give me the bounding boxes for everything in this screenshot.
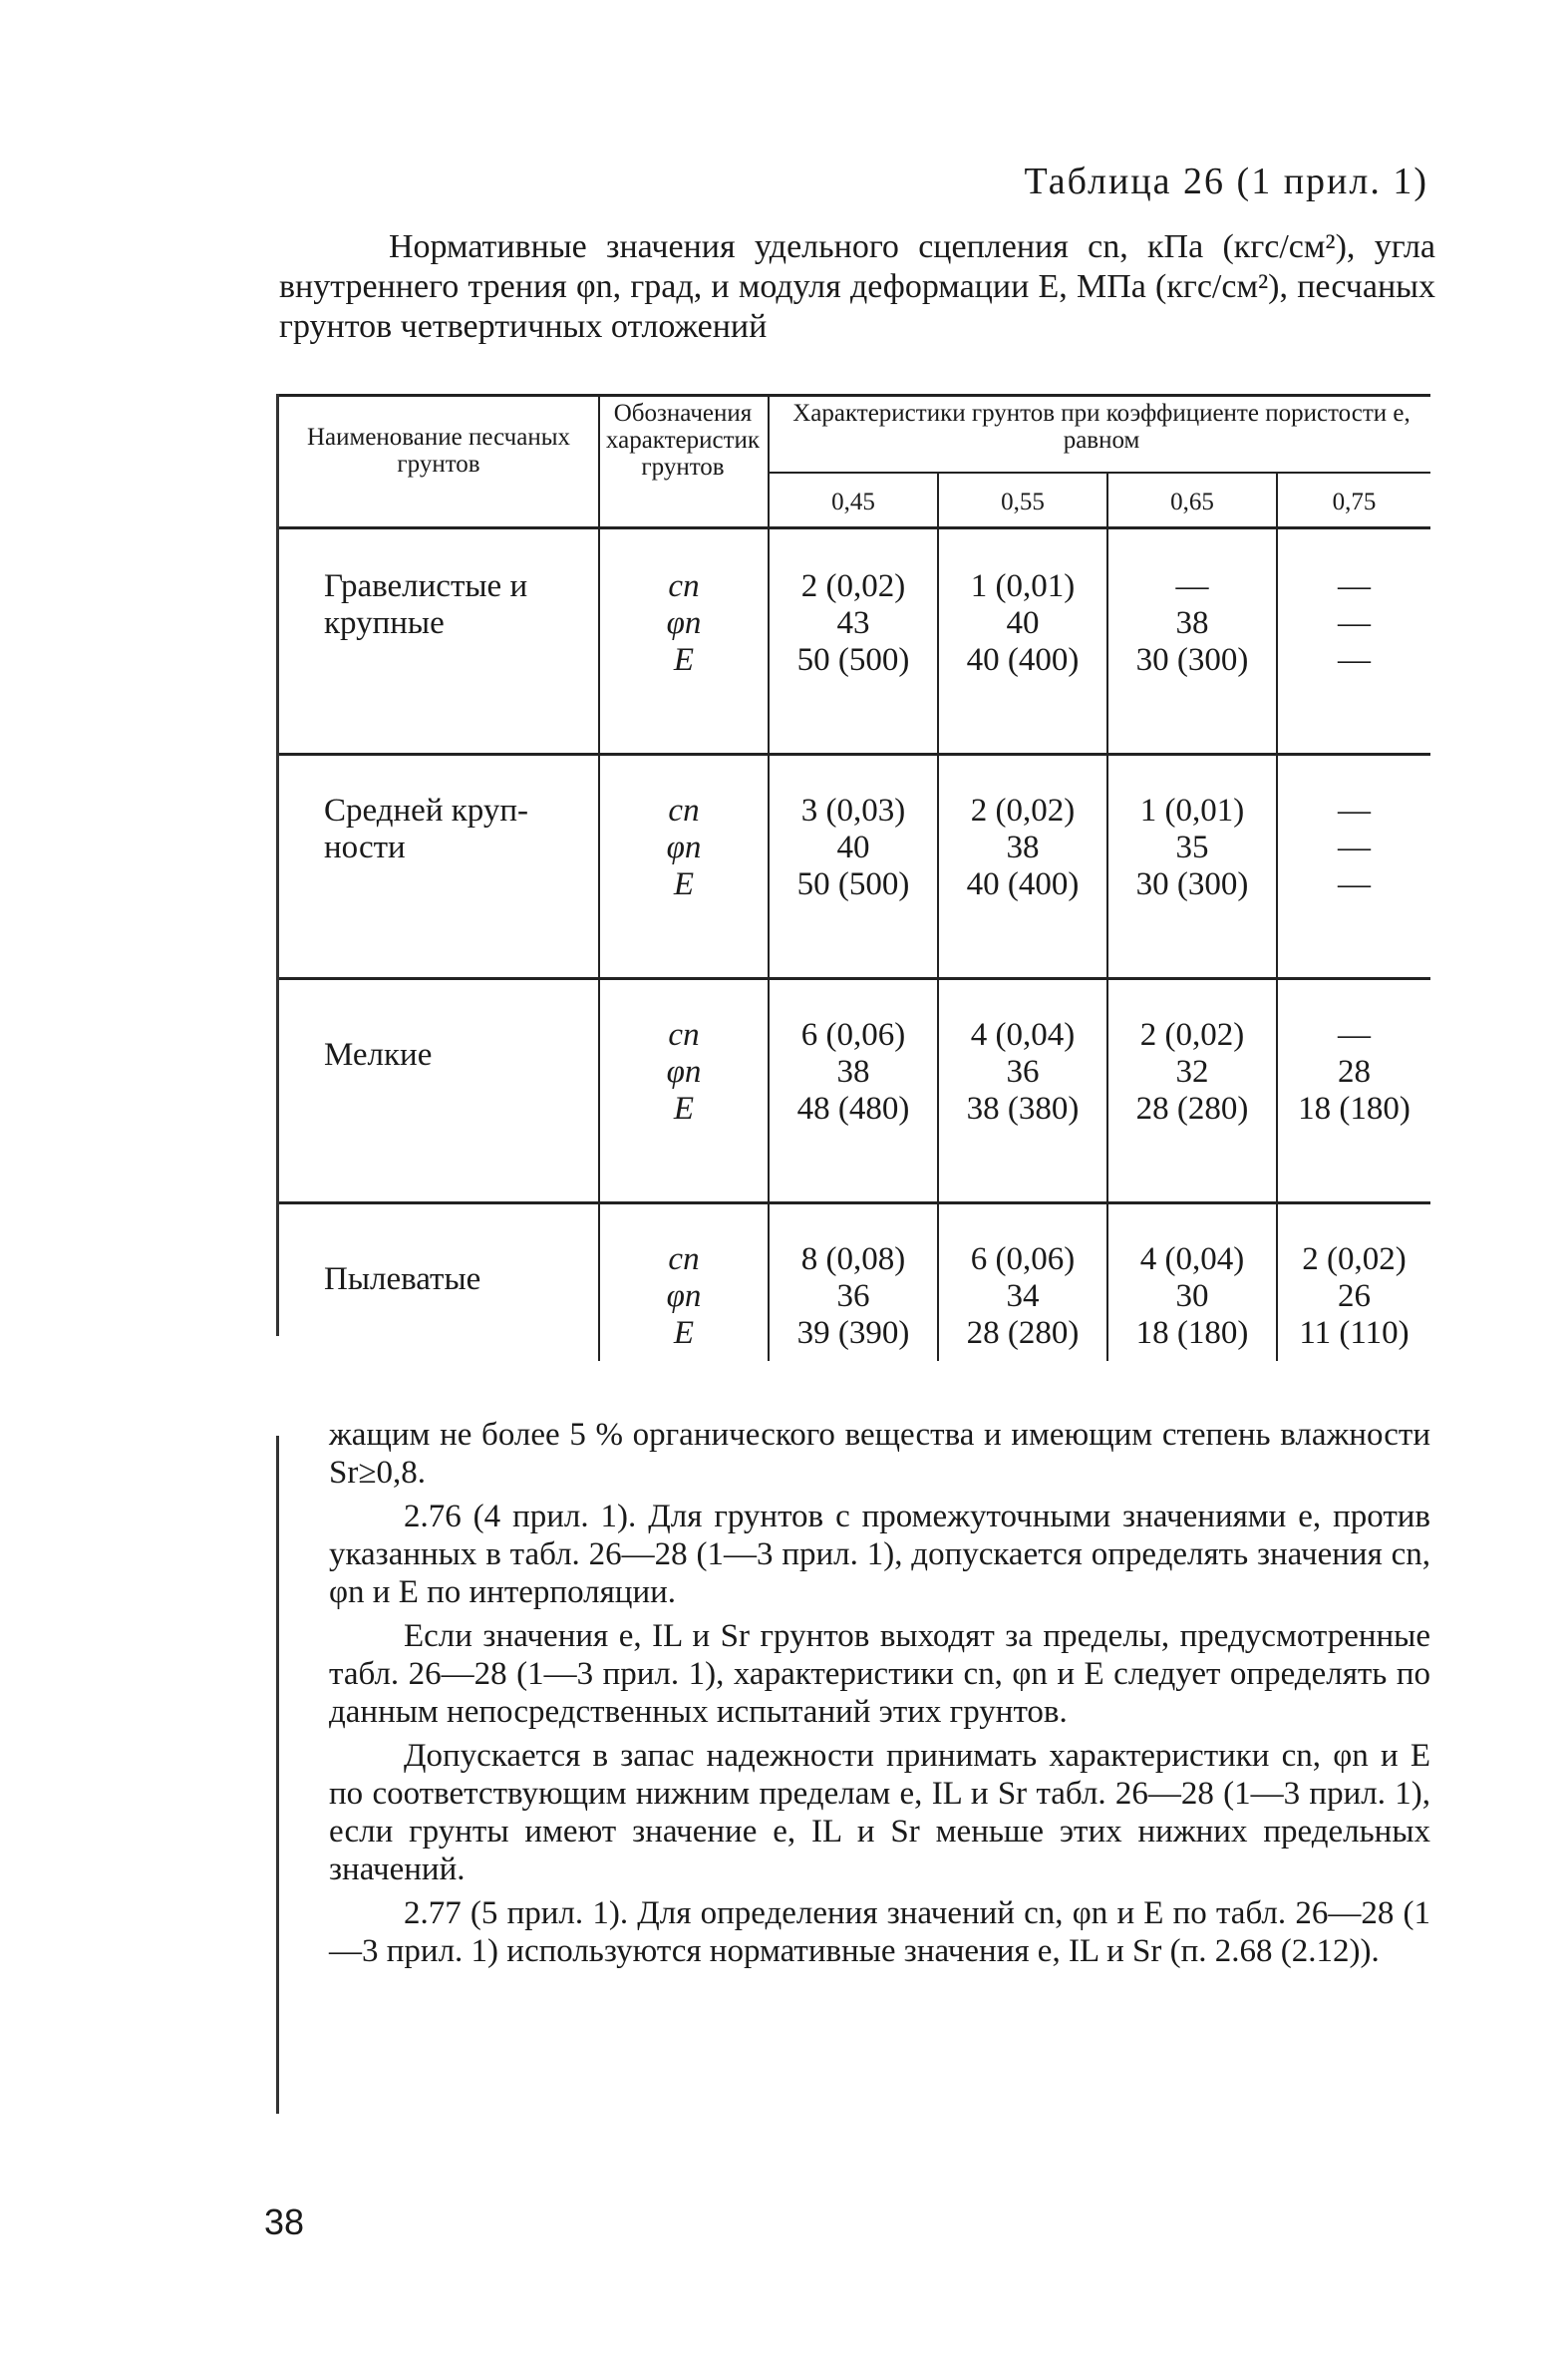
symbol-phi: φn bbox=[666, 605, 702, 641]
value-phi: 32 bbox=[1175, 1054, 1209, 1090]
header-porosity-4: 0,75 bbox=[1332, 489, 1377, 515]
header-porosity-1: 0,45 bbox=[831, 489, 875, 515]
header-group: Характеристики грунтов при коэффициенте пористости e, равном bbox=[792, 400, 1411, 454]
paragraph-2-77: 2.77 (5 прил. 1). Для определения значений cn, φn и E по табл. 26—28 (1—3 прил. 1) используются нормативные значения e, IL и Sr (п. 2.68 (2.12)). bbox=[329, 1895, 1430, 1969]
value-e: 40 (400) bbox=[966, 866, 1080, 902]
row-name bbox=[324, 793, 593, 866]
value-phi: 28 bbox=[1338, 1054, 1371, 1090]
symbol-e: E bbox=[673, 1315, 695, 1351]
table-label: Таблица 26 (1 прил. 1) bbox=[1024, 161, 1428, 202]
row-name-line1: Мелкие bbox=[324, 1037, 433, 1073]
value-cn: 2 (0,02) bbox=[800, 568, 906, 604]
header-bottom-rule bbox=[279, 526, 1430, 529]
symbol-cn: cn bbox=[668, 1241, 700, 1277]
header-sub-rule bbox=[768, 472, 1430, 474]
header-porosity-3: 0,65 bbox=[1170, 489, 1214, 515]
value-e: 50 (500) bbox=[796, 642, 910, 678]
margin-line-bottom bbox=[276, 1436, 279, 2114]
paragraph: Если значения e, IL и Sr грунтов выходят за пределы, предусмотренные табл. 26—28 (1—3 прил. 1), характеристики cn, φn и E следует определять по данным непосредственных испытаний этих грунтов. bbox=[329, 1618, 1430, 1730]
page-number: 38 bbox=[264, 2201, 305, 2242]
row-name-line1: Гравелистые и bbox=[324, 568, 528, 604]
symbol-e: E bbox=[673, 642, 695, 678]
row-rule-2 bbox=[279, 977, 1430, 980]
row-symbols bbox=[600, 1017, 768, 1128]
table-cell bbox=[770, 793, 937, 903]
value-phi: — bbox=[1338, 830, 1371, 865]
table-cell bbox=[1108, 568, 1276, 679]
table-cell bbox=[770, 1017, 937, 1128]
value-phi: 38 bbox=[1006, 830, 1040, 865]
table-cell bbox=[939, 1241, 1106, 1352]
value-phi: 43 bbox=[836, 605, 870, 641]
value-phi: 38 bbox=[836, 1054, 870, 1090]
value-cn: 2 (0,02) bbox=[970, 793, 1076, 829]
header-symbol: Обозначения характеристик грунтов bbox=[605, 400, 761, 481]
symbol-cn: cn bbox=[668, 793, 700, 829]
row-symbols bbox=[600, 1241, 768, 1352]
row-name-line2: крупные bbox=[324, 605, 445, 641]
table-cell bbox=[1108, 1017, 1276, 1128]
value-e: 18 (180) bbox=[1135, 1315, 1249, 1351]
value-e: 28 (280) bbox=[1135, 1091, 1249, 1127]
value-e: 30 (300) bbox=[1135, 866, 1249, 902]
table-cell bbox=[1278, 568, 1430, 679]
table-cell bbox=[939, 568, 1106, 679]
value-phi: 26 bbox=[1338, 1278, 1371, 1314]
soil-table bbox=[279, 394, 1430, 1361]
value-phi: 35 bbox=[1175, 830, 1209, 865]
value-e: 18 (180) bbox=[1298, 1091, 1411, 1127]
value-e: 28 (280) bbox=[966, 1315, 1080, 1351]
value-cn: 3 (0,03) bbox=[800, 793, 906, 829]
table-cell bbox=[1108, 793, 1276, 903]
value-e: 40 (400) bbox=[966, 642, 1080, 678]
value-e: — bbox=[1338, 866, 1371, 902]
row-name-line1: Пылеватые bbox=[324, 1261, 481, 1297]
header-porosity-2: 0,55 bbox=[1001, 489, 1045, 515]
value-e: 48 (480) bbox=[796, 1091, 910, 1127]
table-cell bbox=[1278, 793, 1430, 903]
row-name-line2: ности bbox=[324, 830, 406, 865]
value-cn: 1 (0,01) bbox=[1139, 793, 1245, 829]
value-phi: 34 bbox=[1006, 1278, 1040, 1314]
symbol-cn: cn bbox=[668, 568, 700, 604]
value-phi: 38 bbox=[1175, 605, 1209, 641]
value-phi: 30 bbox=[1175, 1278, 1209, 1314]
row-name bbox=[324, 1037, 593, 1074]
row-name bbox=[324, 568, 593, 642]
row-name-line1: Средней круп- bbox=[324, 793, 528, 829]
row-rule-1 bbox=[279, 753, 1430, 756]
value-cn: 4 (0,04) bbox=[970, 1017, 1076, 1053]
value-e: 39 (390) bbox=[796, 1315, 910, 1351]
value-phi: — bbox=[1338, 605, 1371, 641]
table-top-rule bbox=[279, 394, 1430, 397]
table-cell bbox=[770, 1241, 937, 1352]
row-rule-3 bbox=[279, 1201, 1430, 1204]
value-e: 50 (500) bbox=[796, 866, 910, 902]
value-cn: 6 (0,06) bbox=[970, 1241, 1076, 1277]
row-name bbox=[324, 1261, 593, 1298]
table-cell bbox=[770, 568, 937, 679]
symbol-phi: φn bbox=[666, 1054, 702, 1090]
table-cell bbox=[1278, 1241, 1430, 1352]
value-cn: — bbox=[1338, 1017, 1371, 1053]
value-cn: — bbox=[1338, 793, 1371, 829]
header-name: Наименование песчаных грунтов bbox=[306, 424, 571, 478]
table-caption bbox=[279, 227, 1435, 347]
table-cell bbox=[939, 1017, 1106, 1128]
value-e: 30 (300) bbox=[1135, 642, 1249, 678]
value-e: 38 (380) bbox=[966, 1091, 1080, 1127]
symbol-e: E bbox=[673, 1091, 695, 1127]
value-cn: 1 (0,01) bbox=[970, 568, 1076, 604]
value-cn: 6 (0,06) bbox=[800, 1017, 906, 1053]
value-cn: — bbox=[1338, 568, 1371, 604]
value-cn: 2 (0,02) bbox=[1302, 1241, 1407, 1277]
table-cell bbox=[1108, 1241, 1276, 1352]
value-cn: 2 (0,02) bbox=[1139, 1017, 1245, 1053]
value-e: — bbox=[1338, 642, 1371, 678]
value-phi: 40 bbox=[836, 830, 870, 865]
table-cell bbox=[1278, 1017, 1430, 1128]
value-phi: 40 bbox=[1006, 605, 1040, 641]
paragraph: Допускается в запас надежности принимать характеристики cn, φn и E по соответствующим нижним пределам e, IL и Sr табл. 26—28 (1—3 прил. 1), если грунты имеют значение e, IL и Sr меньше этих нижних предельных значений. bbox=[329, 1738, 1430, 1887]
body-text bbox=[329, 1416, 1430, 1976]
caption-text: Нормативные значения удельного сцепления cn, кПа (кгс/см²), угла внутреннего трения φn, град, и модуля деформации E, МПа (кгс/см²), песчаных грунтов четвертичных отложений bbox=[279, 228, 1435, 345]
symbol-cn: cn bbox=[668, 1017, 700, 1053]
value-cn: 8 (0,08) bbox=[800, 1241, 906, 1277]
row-symbols bbox=[600, 568, 768, 679]
table-cell bbox=[939, 793, 1106, 903]
value-e: 11 (110) bbox=[1299, 1315, 1410, 1351]
row-symbols bbox=[600, 793, 768, 903]
value-phi: 36 bbox=[1006, 1054, 1040, 1090]
value-cn: 4 (0,04) bbox=[1139, 1241, 1245, 1277]
symbol-phi: φn bbox=[666, 1278, 702, 1314]
symbol-e: E bbox=[673, 866, 695, 902]
symbol-phi: φn bbox=[666, 830, 702, 865]
paragraph: жащим не более 5 % органического вещества и имеющим степень влажности Sr≥0,8. bbox=[329, 1417, 1430, 1491]
value-phi: 36 bbox=[836, 1278, 870, 1314]
value-cn: — bbox=[1175, 568, 1209, 604]
paragraph-2-76: 2.76 (4 прил. 1). Для грунтов с промежуточными значениями e, против указанных в табл. 26—28 (1—3 прил. 1), допускается определять значения cn, φn и E по интерполяции. bbox=[329, 1499, 1430, 1610]
